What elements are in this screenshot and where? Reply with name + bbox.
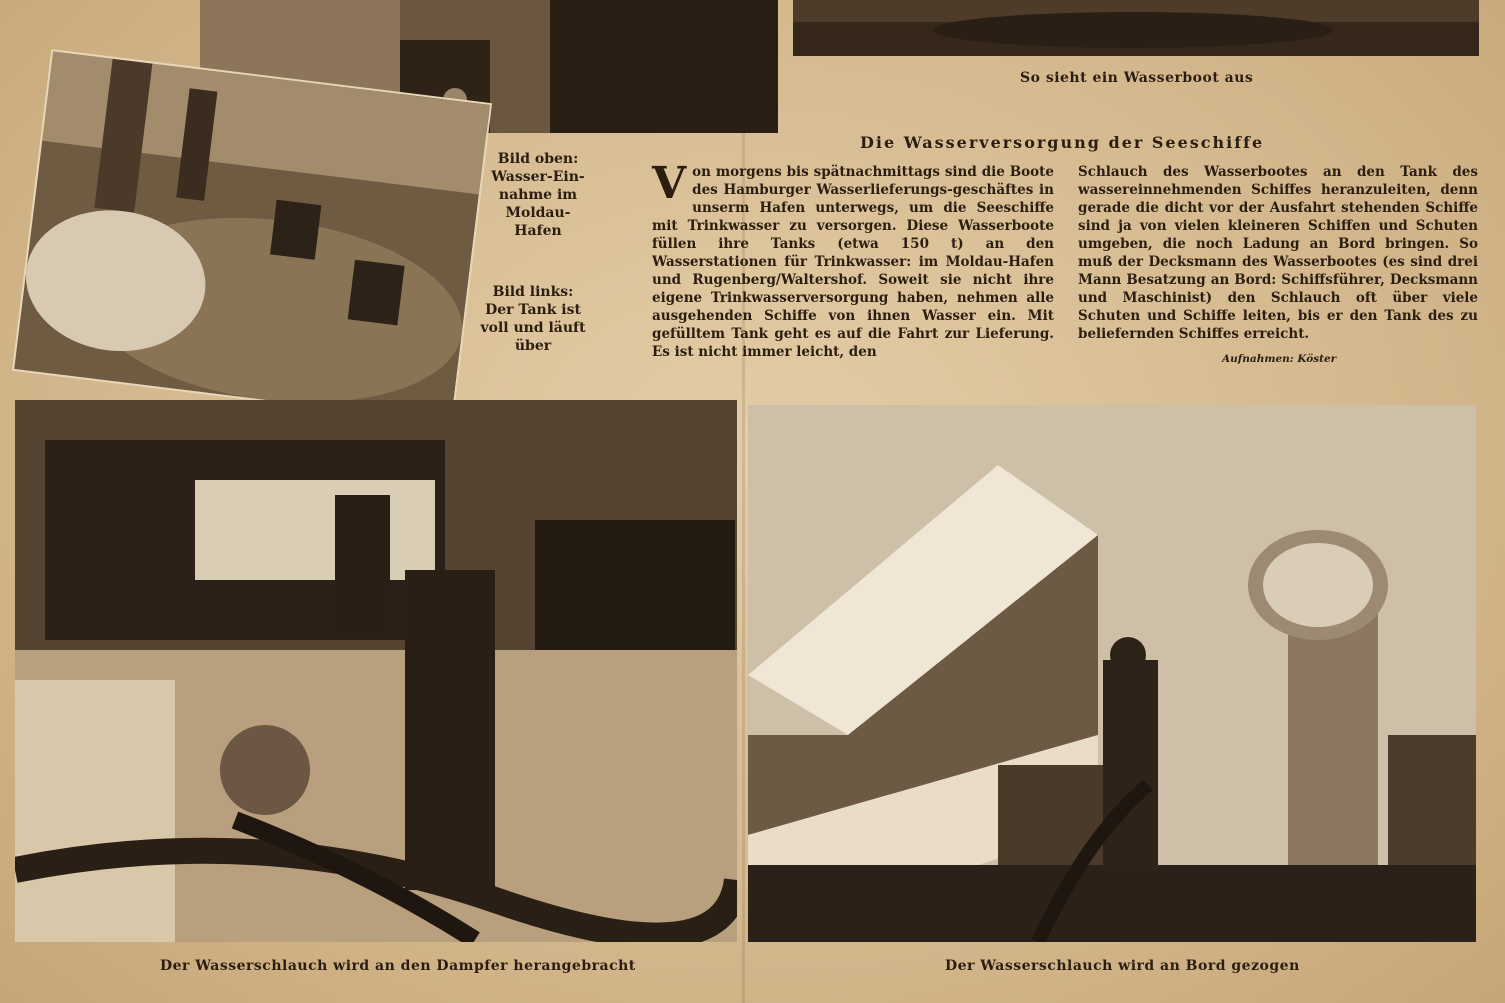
article-column-1-text: on morgens bis spätnachmittags sind die Boote des Hamburger Wasserlieferungs-geschäftes in unserm Hafen unterwegs, um die Seeschiffe mit Trinkwasser zu versorgen. Diese Wasserboote füllen ihre Tanks (etwa 150 t) an den Wasserstationen für Trinkwasser: im Moldau-Hafen und Rugenberg/Waltershof. Soweit sie nicht ihre eigene Trinkwasserversorgung haben, nehmen alle ausgehenden Schiffe von ihnen Wasser ein. Mit gefülltem Tank geht es auf die Fahrt zur Lieferung. Es ist nicht immer leicht, den xyxy=(652,164,1054,360)
caption-water-boat: So sieht ein Wasserboot aus xyxy=(1020,70,1254,86)
caption-hose-on-board: Der Wasserschlauch wird an Bord gezogen xyxy=(945,958,1300,974)
article-headline: Die Wasserversorgung der Seeschiffe xyxy=(860,133,1265,152)
side-caption-left-text: Der Tank ist voll und läuft über xyxy=(480,302,586,354)
side-caption-top-label: Bild oben: xyxy=(497,151,579,167)
photo-water-intake xyxy=(12,49,492,425)
article-dropcap: V xyxy=(652,158,687,209)
page-fold xyxy=(742,0,745,1003)
photo-hose-on-board xyxy=(748,405,1476,942)
photo-hose-to-steamer xyxy=(15,400,737,942)
side-caption-left-label: Bild links: xyxy=(492,284,574,300)
side-caption-top-text: Wasser-Ein- nahme im Moldau- Hafen xyxy=(491,169,585,239)
photo-credit: Aufnahmen: Köster xyxy=(1222,353,1337,365)
caption-hose-to-steamer: Der Wasserschlauch wird an den Dampfer herangebracht xyxy=(160,958,636,974)
side-caption-top xyxy=(478,150,598,240)
side-caption-left xyxy=(468,283,598,355)
article-column-2 xyxy=(1078,163,1478,343)
photo-water-boat xyxy=(793,0,1479,56)
article-column-1 xyxy=(652,158,1054,361)
article-column-2-text: Schlauch des Wasserbootes an den Tank des wassereinnehmenden Schiffes heranzuleiten, denn gerade die dicht vor der Ausfahrt stehenden Schiffe sind ja von vielen kleineren Schiffen und Schuten umgeben, die noch Ladung an Bord bringen. So muß der Decksmann des Wasserbootes (es sind drei Mann Besatzung an Bord: Schiffsführer, Decksmann und Maschinist) den Schlauch oft über viele Schuten und Schiffe leiten, bis er den Tank des zu beliefernden Schiffes erreicht. xyxy=(1078,164,1478,342)
